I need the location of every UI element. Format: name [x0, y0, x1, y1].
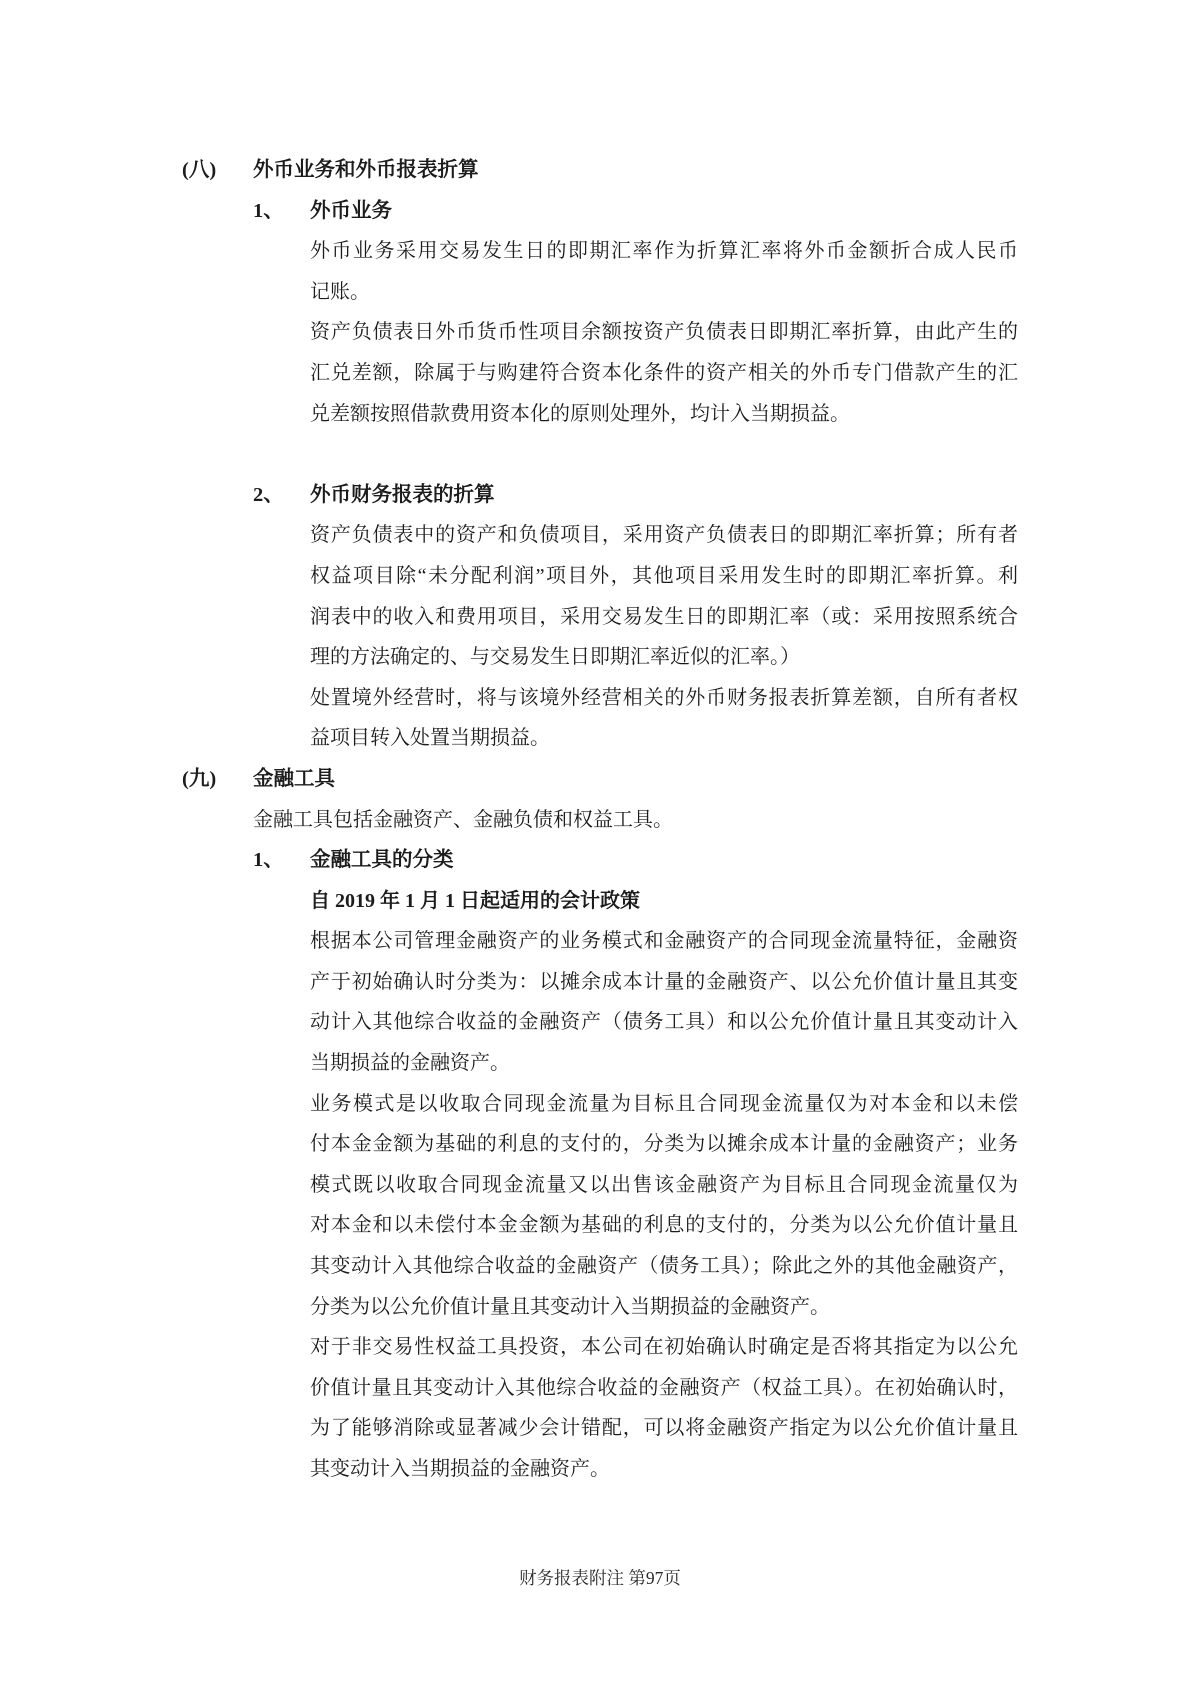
blank-line: [253, 434, 1018, 475]
subsection-8-2-title: 外币财务报表的折算: [310, 483, 495, 506]
text-line: 其变动计入其他综合收益的金融资产（债务工具）；除此之外的其他金融资产，: [310, 1255, 1018, 1278]
text-line: 理的方法确定的、与交易发生日即期汇率近似的汇率。）: [310, 646, 800, 669]
text-line: 资产负债表日外币货币性项目余额按资产负债表日即期汇率折算，由此产生的: [310, 321, 1018, 344]
section-9-content: [253, 800, 1018, 1490]
text-line: 对于非交易性权益工具投资，本公司在初始确认时确定是否将其指定为以公允: [310, 1336, 1018, 1359]
section-8-content: [253, 191, 1018, 759]
text-line: 产于初始确认时分类为：以摊余成本计量的金融资产、以公允价值计量且其变: [310, 970, 1018, 993]
subsection-8-2-heading: [253, 475, 1018, 516]
text-line: 分类为以公允价值计量且其变动计入当期损益的金融资产。: [310, 1295, 830, 1318]
text-line: 业务模式是以收取合同现金流量为目标且合同现金流量仅为对本金和以未偿: [310, 1092, 1018, 1115]
text-line: 外币业务采用交易发生日的即期汇率作为折算汇率将外币金额折合成人民币: [310, 240, 1018, 263]
section-8-title: 外币业务和外币报表折算: [253, 159, 479, 181]
text-line: 当期损益的金融资产。: [310, 1052, 510, 1075]
subsection-8-1-number: 1、: [253, 199, 284, 222]
text-line: 动计入其他综合收益的金融资产（债务工具）和以公允价值计量且其变动计入: [310, 1011, 1018, 1034]
text-line: 对本金和以未偿付本金金额为基础的利息的支付的，分类为以公允价值计量且: [310, 1214, 1018, 1237]
text-line: 付本金金额为基础的利息的支付的，分类为以摊余成本计量的金融资产；业务: [310, 1133, 1018, 1156]
subsection-8-2-number: 2、: [253, 483, 284, 506]
section-8-heading: [182, 150, 1018, 191]
subsection-8-1-heading: [253, 191, 1018, 232]
text-line: 处置境外经营时，将与该境外经营相关的外币财务报表折算差额，自所有者权: [310, 686, 1018, 709]
page-footer: [0, 1563, 1200, 1593]
section-9-title: 金融工具: [253, 767, 335, 790]
text-line: 价值计量且其变动计入其他综合收益的金融资产（权益工具）。在初始确认时，: [310, 1376, 1018, 1399]
text-line: 资产负债表中的资产和负债项目，采用资产负债表日的即期汇率折算；所有者: [310, 524, 1018, 547]
text-line: 为了能够消除或显著减少会计错配，可以将金融资产指定为以公允价值计量且: [310, 1417, 1018, 1440]
subsection-9-1-title: 金融工具的分类: [310, 849, 454, 872]
text-line: 益项目转入处置当期损益。: [310, 727, 550, 750]
section-9-number: (九): [182, 767, 217, 790]
document-body: [182, 150, 1018, 1490]
text-line: 记账。: [310, 280, 370, 303]
text-line: 根据本公司管理金融资产的业务模式和金融资产的合同现金流量特征，金融资: [310, 930, 1018, 953]
section-9-intro: 金融工具包括金融资产、金融负债和权益工具。: [253, 808, 673, 831]
footer-page-number: 财务报表附注 第97页: [519, 1568, 681, 1588]
text-line: 汇兑差额，除属于与购建符合资本化条件的资产相关的外币专门借款产生的汇: [310, 361, 1018, 384]
section-8-number: (八): [182, 159, 217, 181]
subsection-8-1-title: 外币业务: [310, 199, 392, 222]
text-line: 润表中的收入和费用项目，采用交易发生日的即期汇率（或：采用按照系统合: [310, 605, 1018, 628]
text-line: 兑差额按照借款费用资本化的原则处理外，均计入当期损益。: [310, 402, 850, 425]
subsection-9-1-heading: [253, 840, 1018, 881]
text-line: 权益项目除“未分配利润”项目外，其他项目采用发生时的即期汇率折算。利: [310, 564, 1018, 587]
policy-effective-heading: 自 2019 年 1 月 1 日起适用的会计政策: [310, 889, 640, 912]
text-line: 其变动计入当期损益的金融资产。: [310, 1458, 610, 1480]
subsection-9-1-number: 1、: [253, 849, 284, 872]
text-line: 模式既以收取合同现金流量又以出售该金融资产为目标且合同现金流量仅为: [310, 1173, 1018, 1196]
section-9-heading: [182, 759, 1018, 800]
